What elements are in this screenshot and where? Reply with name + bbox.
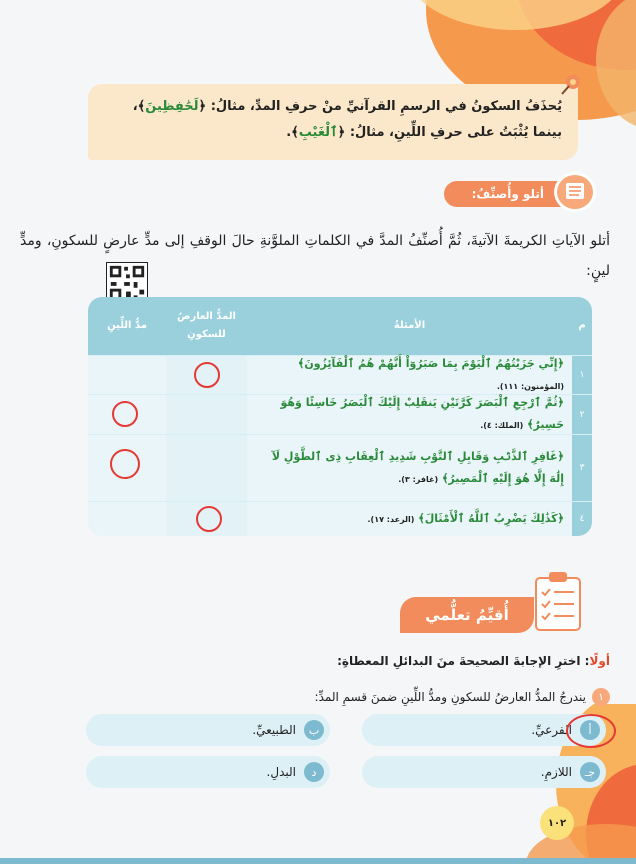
verse-text: ﴿غَافِرِ ٱلذَّنۢبِ وَقَابِلِ ٱلتَّوْبِ شَدِيدِ ٱلْعِقَابِ ذِى ٱلطَّوْلِ لَآ إِلَٰهَ إِلَّا هُوَ إِلَيْهِ ٱلْمَصِيرُ﴾: [271, 449, 564, 485]
verse-ref: (الرعد: ١٧).: [367, 514, 415, 524]
part-one-instruction: أولًا: اخترِ الإجابةَ الصحيحةَ منَ البدائلِ المعطاةِ:: [337, 654, 610, 668]
note-example-2: ٱلْغَيْبِ: [298, 125, 338, 140]
option-d[interactable]: د البدلِ.: [86, 756, 330, 788]
header-aarid: المدُّ العارضُ للسكونِ: [177, 311, 236, 340]
selected-answer-circle: [566, 714, 616, 748]
book-icon: [554, 172, 596, 212]
clipboard-checklist-icon: [530, 568, 586, 634]
rule-note-box: [88, 84, 578, 160]
bottom-bar: [0, 858, 636, 864]
question-1: [315, 688, 610, 706]
verse-ref: (المؤمنون: ١١١).: [496, 381, 564, 391]
question-text: يندرجُ المدُّ العارضُ للسكونِ ومدُّ اللِّينِ ضمنَ قسمِ المدِّ:: [314, 690, 586, 704]
answer-cell-leen[interactable]: [88, 356, 166, 394]
answer-circle: [112, 401, 138, 427]
answer-circle: [196, 506, 222, 532]
answer-cell-aarid[interactable]: [166, 356, 247, 394]
note-line-2: بينما يُثْبَتُ على حرفِ اللِّينِ، مثالُ: ﴿ٱلْغَيْبِ﴾.: [286, 125, 562, 140]
header-examples: الأمثلةُ: [393, 320, 426, 331]
verse-ref: (الملك: ٤).: [480, 421, 524, 430]
verse-text: ﴿إِنِّي جَزَيْتُهُمُ ٱلْيَوْمَ بِمَا صَبَرُوٓاْ أَنَّهُمْ هُمُ ٱلْفَآئِزُونَ﴾: [297, 356, 564, 370]
pushpin-icon: [558, 72, 584, 98]
answer-cell-aarid[interactable]: [166, 502, 247, 536]
header-num: م: [578, 320, 586, 331]
header-leen: مدُّ اللِّينِ: [107, 320, 147, 331]
answer-cell-leen[interactable]: [88, 395, 166, 434]
question-number: ١: [592, 688, 610, 706]
instruction-text: أتلو الآياتِ الكريمةَ الآتيةَ، ثُمَّ أُصنِّفُ المدَّ في الكلماتِ الملوَّنةِ حالَ الوقفِ إلى مدٍّ عارضٍ للسكونِ، ومدٍّ لينٍ:: [20, 233, 610, 279]
table-row: ١ ﴿إِنِّي جَزَيْتُهُمُ ٱلْيَوْمَ بِمَا صَبَرُوٓاْ أَنَّهُمْ هُمُ ٱلْفَآئِزُونَ﴾ (المؤمنون: ١١١).: [88, 356, 592, 394]
verse-ref: (غافر: ٣).: [398, 474, 439, 484]
table-row: ٤ ﴿كَذَٰلِكَ يَضْرِبُ ٱللَّهُ ٱلْأَمْثَالَ﴾ (الرعد: ١٧).: [88, 502, 592, 536]
answer-cell-leen[interactable]: [88, 502, 166, 536]
section-title-assess: أُقيِّمُ تعلُّمي: [400, 597, 534, 633]
classification-table: [88, 297, 592, 536]
answer-cell-aarid[interactable]: [166, 435, 247, 501]
section-title-recite-classify: أتلو وأُصنِّفُ:: [444, 181, 586, 207]
page-number: ١٠٢: [540, 806, 574, 840]
note-line-1: يُحذَفُ السكونُ في الرسمِ القرآنيِّ منْ حرفِ المدِّ، مثالُ: ﴿لَحَٰفِظِينَ﴾،: [132, 99, 562, 114]
answer-cell-leen[interactable]: [88, 435, 166, 501]
note-example-1: لَحَٰفِظِينَ: [145, 99, 199, 114]
table-row: ٢ ﴿ثُمَّ ٱرْجِعِ ٱلْبَصَرَ كَرَّتَيْنِ يَنقَلِبْ إِلَيْكَ ٱلْبَصَرُ خَاسِئًا وَهُوَ حَسِيرٌ﴾ (الملك: ٤).: [88, 395, 592, 434]
verse-text: ﴿كَذَٰلِكَ يَضْرِبُ ٱللَّهُ ٱلْأَمْثَالَ﴾: [418, 511, 564, 525]
option-c[interactable]: جـ اللازمِ.: [362, 756, 606, 788]
answer-cell-aarid[interactable]: [166, 395, 247, 434]
table-header: [88, 297, 592, 355]
option-b[interactable]: ب الطبيعيِّ.: [86, 714, 330, 746]
answer-circle: [194, 362, 220, 388]
answer-circle: [110, 449, 140, 479]
option-a[interactable]: أ الفرعيِّ.: [362, 714, 606, 746]
table-row: ٣ ﴿غَافِرِ ٱلذَّنۢبِ وَقَابِلِ ٱلتَّوْبِ شَدِيدِ ٱلْعِقَابِ ذِى ٱلطَّوْلِ لَآ إِلَٰهَ إِلَّا هُوَ إِلَيْهِ ٱلْمَصِيرُ﴾ (غافر: ٣).: [88, 435, 592, 501]
verse-text: ﴿ثُمَّ ٱرْجِعِ ٱلْبَصَرَ كَرَّتَيْنِ يَنقَلِبْ إِلَيْكَ ٱلْبَصَرُ خَاسِئًا وَهُوَ حَسِيرٌ﴾: [280, 396, 564, 431]
